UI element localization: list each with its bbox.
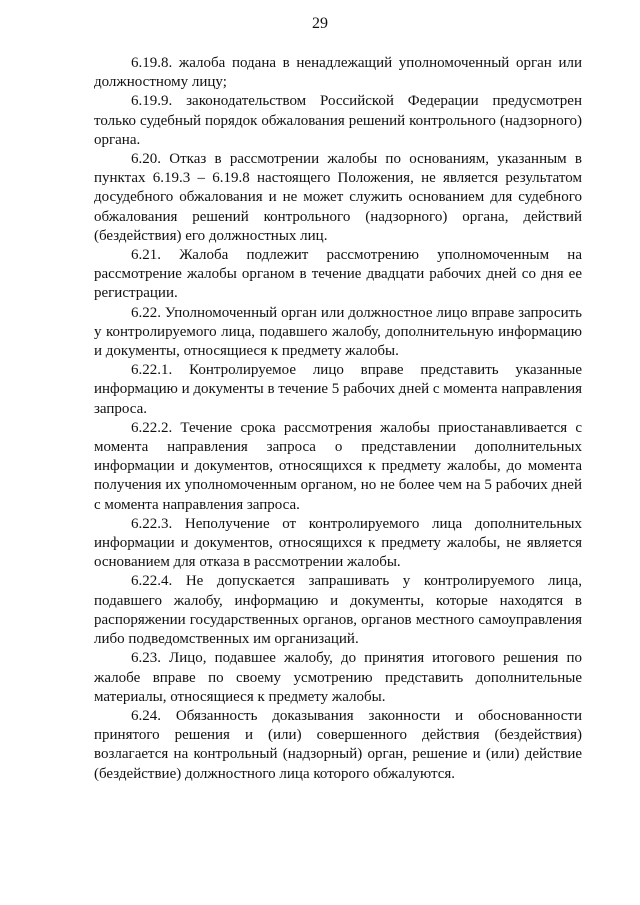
paragraph-6-24: 6.24. Обязанность доказывания законности и обоснованности принятого решения и (или) совершенного действия (бездействия) возлагается на контрольный (надзорный) орган, решение и (или) действие (бездействие) должностного лица которого обжалуются. <box>94 707 582 782</box>
paragraph-6-22-2: 6.22.2. Течение срока рассмотрения жалобы приостанавливается с момента направления запроса о представлении дополнительных информации и документов, относящихся к предмету жалобы, до момента получения их уполномоченным органом, но не более чем на 5 рабочих дней с момента направления запроса. <box>94 419 582 513</box>
paragraph-6-22-1: 6.22.1. Контролируемое лицо вправе представить указанные информацию и документы в течение 5 рабочих дней с момента направления запроса. <box>94 362 582 417</box>
paragraph-6-20: 6.20. Отказ в рассмотрении жалобы по основаниям, указанным в пунктах 6.19.3 – 6.19.8 настоящего Положения, не является результатом досудебного обжалования и не может служить основанием для судебного обжалования решений контрольного (надзорного) органа, действий (бездействия) его должностных лиц. <box>94 151 582 244</box>
paragraph-6-19-8: 6.19.8. жалоба подана в ненадлежащий уполномоченный орган или должностному лицу; <box>94 55 582 91</box>
paragraph-6-21: 6.21. Жалоба подлежит рассмотрению уполномоченным на рассмотрение жалобы органом в течение двадцати рабочих дней со дня ее регистрации. <box>94 247 582 302</box>
paragraph-6-19-9: 6.19.9. законодательством Российской Федерации предусмотрен только судебный порядок обжалования решений контрольного (надзорного) органа. <box>94 93 582 148</box>
paragraph-6-22-4: 6.22.4. Не допускается запрашивать у контролируемого лица, подавшего жалобу, информацию и документы, которые находятся в распоряжении государственных органов, органов местного самоуправления либо подведомственных им организаций. <box>94 573 582 648</box>
paragraph-6-23: 6.23. Лицо, подавшее жалобу, до принятия итогового решения по жалобе вправе по своему усмотрению представить дополнительные материалы, относящиеся к предмету жалобы. <box>94 650 582 705</box>
paragraph-6-22: 6.22. Уполномоченный орган или должностное лицо вправе запросить у контролируемого лица, подавшего жалобу, дополнительную информацию и документы, относящиеся к предмету жалобы. <box>94 304 582 360</box>
document-body <box>94 54 582 784</box>
page-number: 29 <box>312 15 328 32</box>
paragraph-6-22-3: 6.22.3. Неполучение от контролируемого лица дополнительных информации и документов, относящихся к предмету жалобы, не является основанием для отказа в рассмотрении жалобы. <box>94 515 582 571</box>
